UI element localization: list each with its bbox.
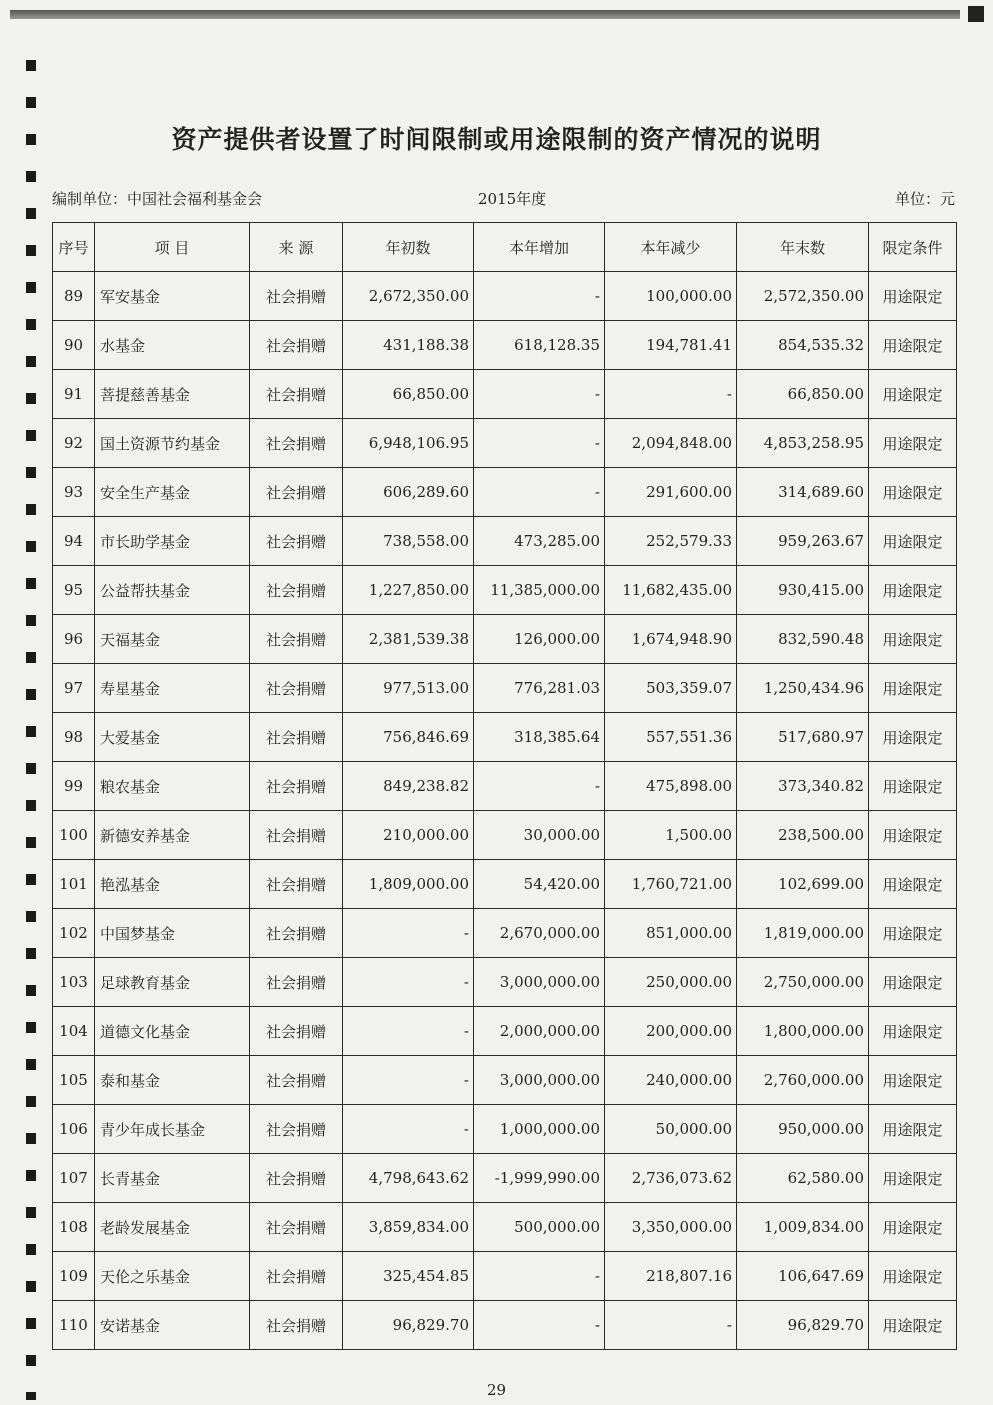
row-condition: 用途限定 bbox=[869, 1301, 957, 1350]
row-closing: 1,009,834.00 bbox=[737, 1203, 869, 1252]
row-source: 社会捐赠 bbox=[250, 909, 343, 958]
row-item-name: 天伦之乐基金 bbox=[95, 1252, 250, 1301]
row-seq: 93 bbox=[53, 468, 95, 517]
col-header-seq: 序号 bbox=[53, 223, 95, 272]
col-header-closing: 年末数 bbox=[737, 223, 869, 272]
row-opening: 1,809,000.00 bbox=[343, 860, 474, 909]
row-seq: 96 bbox=[53, 615, 95, 664]
row-condition: 用途限定 bbox=[869, 1154, 957, 1203]
col-header-condition: 限定条件 bbox=[869, 223, 957, 272]
row-opening: 1,227,850.00 bbox=[343, 566, 474, 615]
row-seq: 106 bbox=[53, 1105, 95, 1154]
row-seq: 95 bbox=[53, 566, 95, 615]
row-closing: 96,829.70 bbox=[737, 1301, 869, 1350]
row-condition: 用途限定 bbox=[869, 762, 957, 811]
row-closing: 2,760,000.00 bbox=[737, 1056, 869, 1105]
row-condition: 用途限定 bbox=[869, 713, 957, 762]
row-source: 社会捐赠 bbox=[250, 860, 343, 909]
binding-holes bbox=[26, 60, 36, 1400]
row-decrease: 1,674,948.90 bbox=[605, 615, 737, 664]
row-increase: 11,385,000.00 bbox=[474, 566, 605, 615]
row-item-name: 长青基金 bbox=[95, 1154, 250, 1203]
row-condition: 用途限定 bbox=[869, 468, 957, 517]
row-item-name: 泰和基金 bbox=[95, 1056, 250, 1105]
row-seq: 100 bbox=[53, 811, 95, 860]
row-seq: 104 bbox=[53, 1007, 95, 1056]
table-row bbox=[53, 1252, 957, 1301]
row-item-name: 军安基金 bbox=[95, 272, 250, 321]
row-decrease: 2,094,848.00 bbox=[605, 419, 737, 468]
row-item-name: 安全生产基金 bbox=[95, 468, 250, 517]
page-title: 资产提供者设置了时间限制或用途限制的资产情况的说明 bbox=[171, 125, 822, 154]
row-item-name: 道德文化基金 bbox=[95, 1007, 250, 1056]
row-condition: 用途限定 bbox=[869, 860, 957, 909]
row-increase: 500,000.00 bbox=[474, 1203, 605, 1252]
row-increase: - bbox=[474, 468, 605, 517]
row-decrease: 475,898.00 bbox=[605, 762, 737, 811]
row-seq: 90 bbox=[53, 321, 95, 370]
row-condition: 用途限定 bbox=[869, 419, 957, 468]
row-condition: 用途限定 bbox=[869, 664, 957, 713]
row-closing: 102,699.00 bbox=[737, 860, 869, 909]
row-increase: - bbox=[474, 762, 605, 811]
row-item-name: 水基金 bbox=[95, 321, 250, 370]
row-source: 社会捐赠 bbox=[250, 1154, 343, 1203]
row-source: 社会捐赠 bbox=[250, 1056, 343, 1105]
row-closing: 238,500.00 bbox=[737, 811, 869, 860]
row-increase: 618,128.35 bbox=[474, 321, 605, 370]
row-decrease: 200,000.00 bbox=[605, 1007, 737, 1056]
row-decrease: 250,000.00 bbox=[605, 958, 737, 1007]
table-row bbox=[53, 370, 957, 419]
row-seq: 92 bbox=[53, 419, 95, 468]
table-row bbox=[53, 860, 957, 909]
row-condition: 用途限定 bbox=[869, 615, 957, 664]
row-decrease: - bbox=[605, 1301, 737, 1350]
row-condition: 用途限定 bbox=[869, 1007, 957, 1056]
row-opening: 606,289.60 bbox=[343, 468, 474, 517]
row-source: 社会捐赠 bbox=[250, 762, 343, 811]
row-seq: 94 bbox=[53, 517, 95, 566]
table-row bbox=[53, 1154, 957, 1203]
row-decrease: 218,807.16 bbox=[605, 1252, 737, 1301]
table-row bbox=[53, 468, 957, 517]
row-item-name: 安诺基金 bbox=[95, 1301, 250, 1350]
row-decrease: 1,500.00 bbox=[605, 811, 737, 860]
row-closing: 832,590.48 bbox=[737, 615, 869, 664]
row-item-name: 粮农基金 bbox=[95, 762, 250, 811]
row-source: 社会捐赠 bbox=[250, 468, 343, 517]
table-row bbox=[53, 1007, 957, 1056]
row-opening: 2,672,350.00 bbox=[343, 272, 474, 321]
row-closing: 1,250,434.96 bbox=[737, 664, 869, 713]
row-increase: - bbox=[474, 272, 605, 321]
row-decrease: 1,760,721.00 bbox=[605, 860, 737, 909]
row-opening: 6,948,106.95 bbox=[343, 419, 474, 468]
row-closing: 62,580.00 bbox=[737, 1154, 869, 1203]
row-closing: 517,680.97 bbox=[737, 713, 869, 762]
row-closing: 950,000.00 bbox=[737, 1105, 869, 1154]
col-header-increase: 本年增加 bbox=[474, 223, 605, 272]
row-opening: - bbox=[343, 909, 474, 958]
row-decrease: 11,682,435.00 bbox=[605, 566, 737, 615]
row-opening: - bbox=[343, 958, 474, 1007]
row-source: 社会捐赠 bbox=[250, 566, 343, 615]
row-increase: - bbox=[474, 419, 605, 468]
table-row bbox=[53, 272, 957, 321]
row-source: 社会捐赠 bbox=[250, 517, 343, 566]
table-row bbox=[53, 615, 957, 664]
row-item-name: 菩提慈善基金 bbox=[95, 370, 250, 419]
row-seq: 105 bbox=[53, 1056, 95, 1105]
row-item-name: 足球教育基金 bbox=[95, 958, 250, 1007]
row-source: 社会捐赠 bbox=[250, 615, 343, 664]
row-opening: - bbox=[343, 1105, 474, 1154]
row-seq: 103 bbox=[53, 958, 95, 1007]
row-decrease: 291,600.00 bbox=[605, 468, 737, 517]
row-opening: 431,188.38 bbox=[343, 321, 474, 370]
scan-corner-mark bbox=[968, 6, 984, 22]
row-decrease: 252,579.33 bbox=[605, 517, 737, 566]
row-decrease: 851,000.00 bbox=[605, 909, 737, 958]
row-closing: 106,647.69 bbox=[737, 1252, 869, 1301]
restricted-assets-table bbox=[52, 222, 957, 1350]
row-seq: 99 bbox=[53, 762, 95, 811]
row-seq: 91 bbox=[53, 370, 95, 419]
row-seq: 98 bbox=[53, 713, 95, 762]
row-condition: 用途限定 bbox=[869, 1203, 957, 1252]
row-item-name: 中国梦基金 bbox=[95, 909, 250, 958]
row-closing: 1,819,000.00 bbox=[737, 909, 869, 958]
row-condition: 用途限定 bbox=[869, 1056, 957, 1105]
scan-top-edge bbox=[10, 10, 960, 19]
row-opening: 738,558.00 bbox=[343, 517, 474, 566]
row-source: 社会捐赠 bbox=[250, 1007, 343, 1056]
row-seq: 102 bbox=[53, 909, 95, 958]
row-increase: 1,000,000.00 bbox=[474, 1105, 605, 1154]
row-opening: 325,454.85 bbox=[343, 1252, 474, 1301]
row-opening: 66,850.00 bbox=[343, 370, 474, 419]
table-row bbox=[53, 1056, 957, 1105]
table-row bbox=[53, 1203, 957, 1252]
report-year: 2015年度 bbox=[478, 190, 547, 208]
row-opening: 210,000.00 bbox=[343, 811, 474, 860]
row-condition: 用途限定 bbox=[869, 272, 957, 321]
row-increase: - bbox=[474, 1301, 605, 1350]
row-closing: 2,750,000.00 bbox=[737, 958, 869, 1007]
row-source: 社会捐赠 bbox=[250, 1105, 343, 1154]
table-row bbox=[53, 713, 957, 762]
row-opening: - bbox=[343, 1007, 474, 1056]
row-decrease: 2,736,073.62 bbox=[605, 1154, 737, 1203]
row-item-name: 公益帮扶基金 bbox=[95, 566, 250, 615]
row-source: 社会捐赠 bbox=[250, 1252, 343, 1301]
table-header-row bbox=[53, 223, 957, 272]
row-closing: 854,535.32 bbox=[737, 321, 869, 370]
table-row bbox=[53, 958, 957, 1007]
row-source: 社会捐赠 bbox=[250, 958, 343, 1007]
row-decrease: 240,000.00 bbox=[605, 1056, 737, 1105]
row-source: 社会捐赠 bbox=[250, 321, 343, 370]
row-condition: 用途限定 bbox=[869, 958, 957, 1007]
table-row bbox=[53, 762, 957, 811]
row-source: 社会捐赠 bbox=[250, 1203, 343, 1252]
page-number: 29 bbox=[486, 1381, 507, 1399]
row-condition: 用途限定 bbox=[869, 321, 957, 370]
col-header-decrease: 本年减少 bbox=[605, 223, 737, 272]
table-row bbox=[53, 909, 957, 958]
table-row bbox=[53, 321, 957, 370]
row-seq: 89 bbox=[53, 272, 95, 321]
row-increase: 2,000,000.00 bbox=[474, 1007, 605, 1056]
row-seq: 107 bbox=[53, 1154, 95, 1203]
row-seq: 109 bbox=[53, 1252, 95, 1301]
row-source: 社会捐赠 bbox=[250, 370, 343, 419]
row-closing: 4,853,258.95 bbox=[737, 419, 869, 468]
row-condition: 用途限定 bbox=[869, 811, 957, 860]
row-opening: 2,381,539.38 bbox=[343, 615, 474, 664]
col-header-item: 项 目 bbox=[95, 223, 250, 272]
row-source: 社会捐赠 bbox=[250, 419, 343, 468]
row-increase: 54,420.00 bbox=[474, 860, 605, 909]
table-row bbox=[53, 517, 957, 566]
row-seq: 108 bbox=[53, 1203, 95, 1252]
currency-unit: 单位：元 bbox=[894, 190, 955, 208]
table-row bbox=[53, 1301, 957, 1350]
row-source: 社会捐赠 bbox=[250, 713, 343, 762]
row-decrease: 503,359.07 bbox=[605, 664, 737, 713]
row-increase: 776,281.03 bbox=[474, 664, 605, 713]
row-item-name: 老龄发展基金 bbox=[95, 1203, 250, 1252]
row-source: 社会捐赠 bbox=[250, 811, 343, 860]
row-increase: 3,000,000.00 bbox=[474, 958, 605, 1007]
row-increase: 318,385.64 bbox=[474, 713, 605, 762]
row-item-name: 国土资源节约基金 bbox=[95, 419, 250, 468]
row-source: 社会捐赠 bbox=[250, 272, 343, 321]
table-row bbox=[53, 811, 957, 860]
table-row bbox=[53, 664, 957, 713]
reporting-org: 编制单位：中国社会福利基金会 bbox=[52, 190, 263, 208]
row-opening: 3,859,834.00 bbox=[343, 1203, 474, 1252]
row-increase: 3,000,000.00 bbox=[474, 1056, 605, 1105]
row-decrease: 194,781.41 bbox=[605, 321, 737, 370]
row-source: 社会捐赠 bbox=[250, 1301, 343, 1350]
row-item-name: 艳泓基金 bbox=[95, 860, 250, 909]
row-opening: 4,798,643.62 bbox=[343, 1154, 474, 1203]
row-item-name: 市长助学基金 bbox=[95, 517, 250, 566]
row-opening: 977,513.00 bbox=[343, 664, 474, 713]
row-increase: 2,670,000.00 bbox=[474, 909, 605, 958]
row-seq: 110 bbox=[53, 1301, 95, 1350]
row-decrease: 100,000.00 bbox=[605, 272, 737, 321]
row-increase: - bbox=[474, 370, 605, 419]
table-row bbox=[53, 419, 957, 468]
row-opening: - bbox=[343, 1056, 474, 1105]
col-header-source: 来 源 bbox=[250, 223, 343, 272]
row-closing: 2,572,350.00 bbox=[737, 272, 869, 321]
row-increase: - bbox=[474, 1252, 605, 1301]
col-header-opening: 年初数 bbox=[343, 223, 474, 272]
row-source: 社会捐赠 bbox=[250, 664, 343, 713]
row-item-name: 大爱基金 bbox=[95, 713, 250, 762]
row-closing: 959,263.67 bbox=[737, 517, 869, 566]
row-item-name: 青少年成长基金 bbox=[95, 1105, 250, 1154]
row-condition: 用途限定 bbox=[869, 566, 957, 615]
row-increase: 473,285.00 bbox=[474, 517, 605, 566]
row-condition: 用途限定 bbox=[869, 370, 957, 419]
row-opening: 756,846.69 bbox=[343, 713, 474, 762]
row-item-name: 寿星基金 bbox=[95, 664, 250, 713]
row-increase: 30,000.00 bbox=[474, 811, 605, 860]
row-seq: 101 bbox=[53, 860, 95, 909]
row-seq: 97 bbox=[53, 664, 95, 713]
row-item-name: 天福基金 bbox=[95, 615, 250, 664]
row-decrease: 557,551.36 bbox=[605, 713, 737, 762]
row-increase: 126,000.00 bbox=[474, 615, 605, 664]
row-condition: 用途限定 bbox=[869, 1252, 957, 1301]
table-row bbox=[53, 566, 957, 615]
row-decrease: - bbox=[605, 370, 737, 419]
row-item-name: 新德安养基金 bbox=[95, 811, 250, 860]
row-closing: 314,689.60 bbox=[737, 468, 869, 517]
row-opening: 849,238.82 bbox=[343, 762, 474, 811]
row-closing: 930,415.00 bbox=[737, 566, 869, 615]
row-closing: 66,850.00 bbox=[737, 370, 869, 419]
row-condition: 用途限定 bbox=[869, 909, 957, 958]
row-condition: 用途限定 bbox=[869, 517, 957, 566]
table-row bbox=[53, 1105, 957, 1154]
row-opening: 96,829.70 bbox=[343, 1301, 474, 1350]
row-closing: 373,340.82 bbox=[737, 762, 869, 811]
row-condition: 用途限定 bbox=[869, 1105, 957, 1154]
row-increase: -1,999,990.00 bbox=[474, 1154, 605, 1203]
row-decrease: 3,350,000.00 bbox=[605, 1203, 737, 1252]
row-closing: 1,800,000.00 bbox=[737, 1007, 869, 1056]
row-decrease: 50,000.00 bbox=[605, 1105, 737, 1154]
